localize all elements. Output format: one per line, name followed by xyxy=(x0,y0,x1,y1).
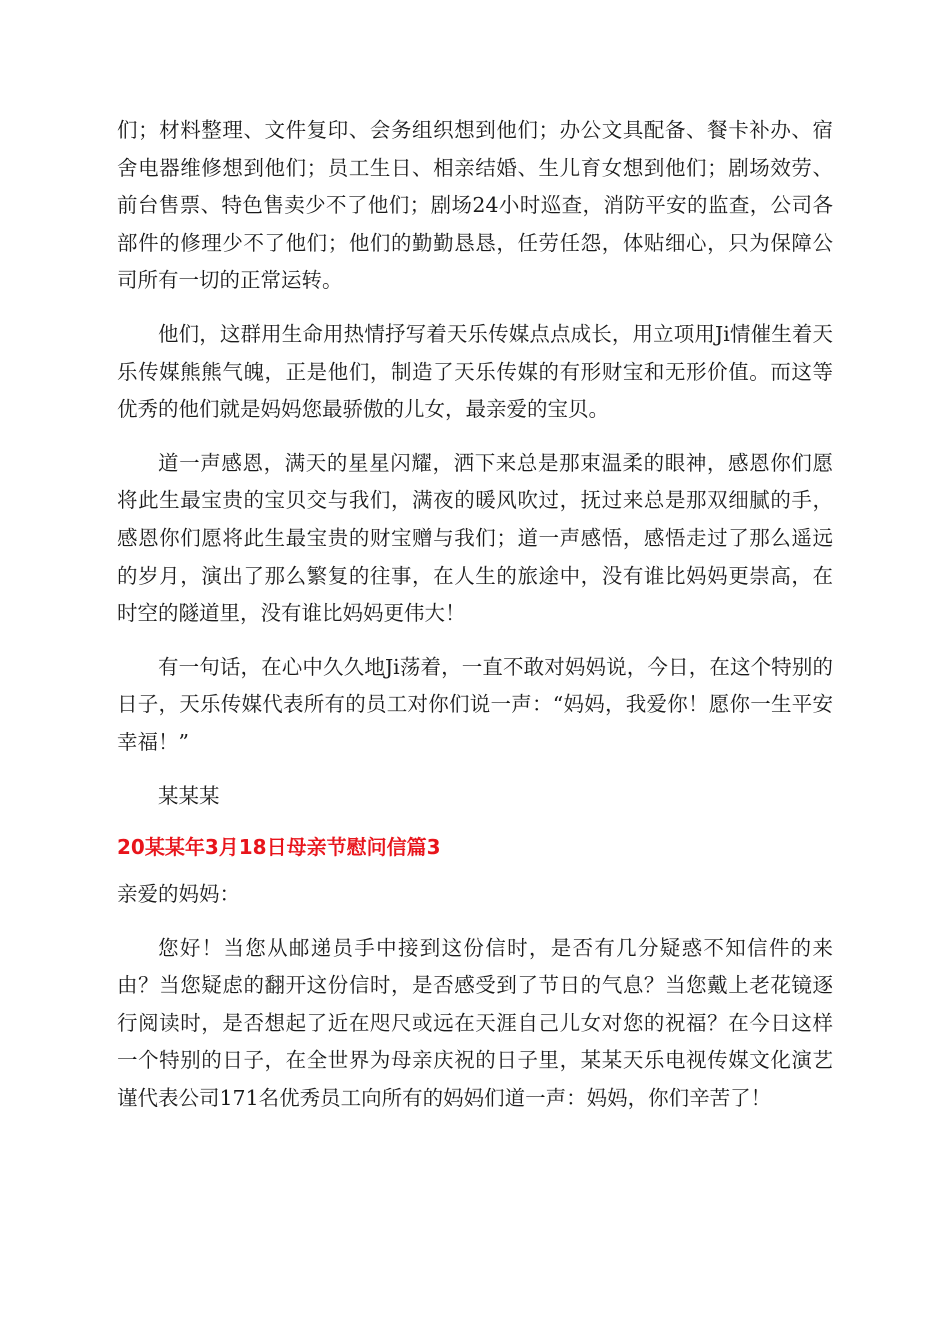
paragraph-staff-praise: 他们，这群用生命用热情抒写着天乐传媒点点成长，用立项用Ji情催生着天乐传媒熊熊气魄，正是他们，制造了天乐传媒的有形财宝和无形价值。而这等优秀的他们就是妈妈您最骄傲的儿女，最亲爱的宝贝。 xyxy=(117,321,833,422)
paragraph-letter-opening: 您好！当您从邮递员手中接到这份信时，是否有几分疑惑不知信件的来由？当您疑虑的翻开这份信时，是否感受到了节日的气息？当您戴上老花镜逐行阅读时，是否想起了近在咫尺或远在天涯自己儿女对您的祝福？在今日这样一个特别的日子，在全世界为母亲庆祝的日子里，某某天乐电视传媒文化演艺谨代表公司171名优秀员工向所有的妈妈们道一声：妈妈，你们辛苦了！ xyxy=(117,935,833,1111)
signature: 某某某 xyxy=(158,783,220,808)
section-heading: 20某某年3月18日母亲节慰问信篇3 xyxy=(117,835,441,860)
paragraph-continued: 们；材料整理、文件复印、会务组织想到他们；办公文具配备、餐卡补办、宿舍电器维修想到他们；员工生日、相亲结婚、生儿育女想到他们；剧场效劳、前台售票、特色售卖少不了他们；剧场24小时巡查，消防平安的监查，公司各部件的修理少不了他们；他们的勤勤恳恳，任劳任怨，体贴细心，只为保障公司所有一切的正常运转。 xyxy=(117,118,833,293)
salutation: 亲爱的妈妈： xyxy=(117,882,240,907)
paragraph-love-message: 有一句话，在心中久久地Ji荡着，一直不敢对妈妈说，今日，在这个特别的日子，天乐传媒代表所有的员工对你们说一声：“妈妈，我爱你！愿你一生平安幸福！” xyxy=(117,654,833,754)
paragraph-gratitude: 道一声感恩，满天的星星闪耀，洒下来总是那束温柔的眼神，感恩你们愿将此生最宝贵的宝贝交与我们，满夜的暖风吹过，抚过来总是那双细腻的手，感恩你们愿将此生最宝贵的财宝赠与我们；道一声感悟，感悟走过了那么遥远的岁月，演出了那么繁复的往事，在人生的旅途中，没有谁比妈妈更崇高，在时空的隧道里，没有谁比妈妈更伟大！ xyxy=(117,450,833,626)
document-page xyxy=(117,112,833,1134)
